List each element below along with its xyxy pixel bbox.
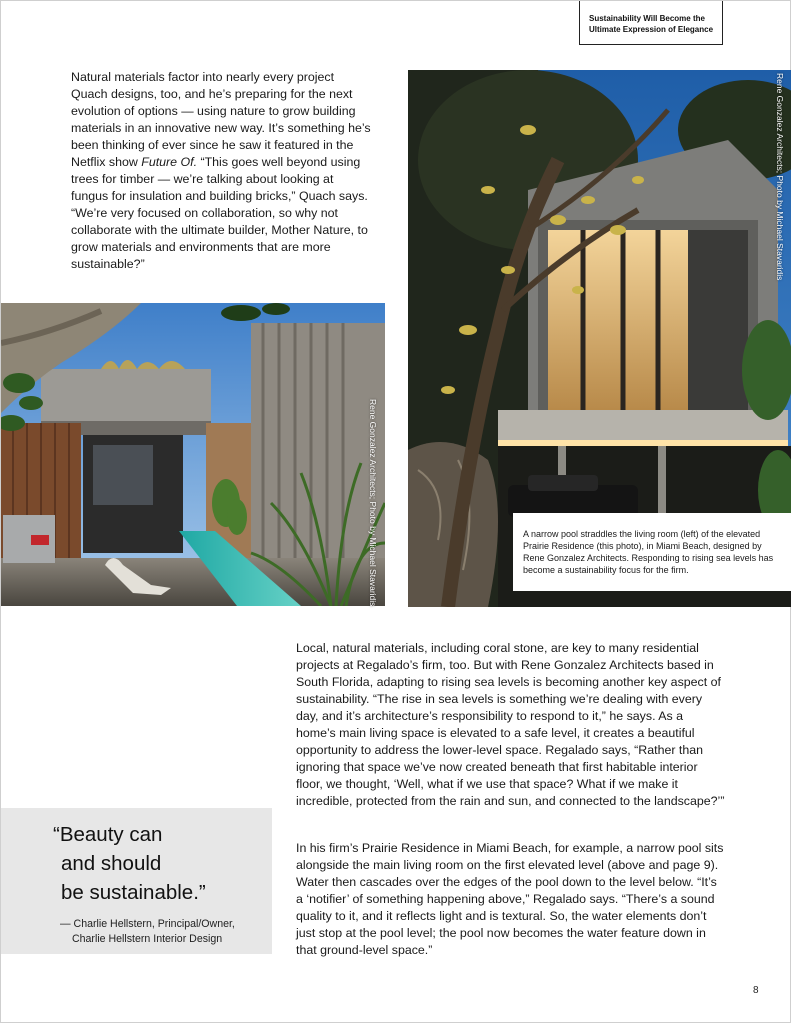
body-paragraph-2: Local, natural materials, including coral stone, are key to many residential projects at Regalado’s firm, too. But with Rene Gonzalez Architects based in South Florida, adapting to rising sea levels is becoming another key aspect of sustainability. “The rise in sea levels is something we’re dealing with every day, and it’s architecture’s responsibility to respond to it,” he says. As a home’s main living space is elevated to a safe level, it creates a beautiful opportunity to address the lower-level space. Regalado says, “Rather than ignoring that space we’ve now created beneath that first habitable interior floor, we thought, ‘Well, what if we use that space? What if we make it incredible, protected from the rain and sun, and connected to the landscape?’” [296, 641, 725, 808]
left-photo-credit: Rene Gonzalez Architects; Photo by Michael Stavaridis [368, 399, 378, 607]
attribution-line-2: Charlie Hellstern Interior Design [72, 933, 223, 945]
right-photo-credit: Rene Gonzalez Architects; Photo by Michael Stavaridis [775, 73, 785, 281]
pool-courtyard-photo [1, 303, 385, 606]
pull-quote-line-3: be sustainable.” [61, 881, 206, 904]
paragraph-1-text-b: “This goes well beyond using trees for timber — we’re talking about looking at fungus for insulation and building bricks,” Quach says. “We’re very focused on collaboration, so why not collaborate with the ultimate builder, Mother Nature, to grow materials and environments that are more sustainable?” [71, 155, 368, 271]
pull-quote-line-2: and should [61, 852, 162, 875]
body-paragraph-3: In his firm’s Prairie Residence in Miami Beach, for example, a narrow pool sits alongside the main living room on the first elevated level (above and page 9). Water then cascades over the edges of the pool down to the level below. “It’s a ‘notifier’ of something happening above,” Regalado says. “There’s a sound quality to it, and it reflects light and is textural. So, the water elements don’t just stop at the pool level; the pool now becomes the water feature down in that ground-level space.” [296, 841, 724, 957]
body-paragraph-1 [71, 69, 371, 273]
paragraph-1-show-title: Future Of. [141, 155, 198, 169]
header-tag-line-1: Sustainability Will Become the [589, 14, 705, 23]
pull-quote [1, 808, 272, 954]
pull-quote-line-1: “Beauty can [53, 823, 163, 846]
photo-caption: A narrow pool straddles the living room (left) of the elevated Prairie Residence (this photo), in Miami Beach, designed by Rene Gonzalez Architects. Responding to rising sea levels has become a sustainability focus for the firm. [513, 513, 791, 591]
pull-quote-attribution [53, 917, 262, 947]
paragraph-1-text-a: Natural materials factor into nearly every project Quach designs, too, and he’s preparing for the next evolution of options — using nature to grow building materials in an innovative new way. It’s something he’s been thinking of ever since he saw it featured in the Netflix show [71, 70, 371, 169]
pull-quote-text [53, 820, 262, 907]
attribution-line-1: — Charlie Hellstern, Principal/Owner, [60, 918, 235, 930]
header-tag-line-2: Ultimate Expression of Elegance [589, 25, 714, 34]
section-header-tag [579, 1, 723, 45]
page-number: 8 [753, 985, 759, 996]
